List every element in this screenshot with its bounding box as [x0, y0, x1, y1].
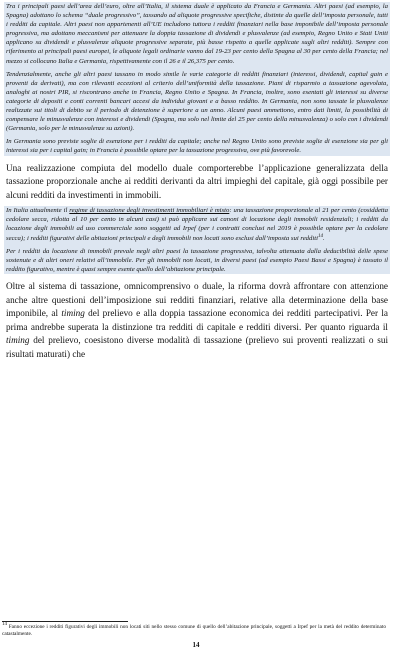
text-segment: .	[322, 234, 325, 242]
body-paragraph-dual-model: Una realizzazione compiuta del modello duale comporterebbe l’applicazione generalizzata della tassazione proporzionale anche ai redditi derivanti da altri impieghi del capitale, già oggi possibile per alcuni redditi da investimenti in immobili.	[6, 162, 388, 200]
footnote-reference[interactable]: 14	[317, 233, 323, 239]
footnote-divider	[2, 621, 128, 622]
footnote	[2, 624, 386, 638]
body-paragraph-reform	[6, 280, 388, 362]
document-page	[4, 2, 390, 652]
box-paragraph-financial-categories: Tendenzialmente, anche gli altri paesi tassano in modo simile le varie categorie di redditi finanziari (interessi, dividendi, capital gain e proventi da derivati), ma con rilevanti eccezioni al criterio dell’uniformità della tassazione. Piani di risparmio a tassazione agevolata, analoghi ai nostri PIR, si riscontrano anche in Francia, Regno Unito e Spagna. In Francia, inoltre, sono esentati gli interessi su diverse categorie di depositi e conti correnti bancari accesi da individui giovani e a basso reddito. In Germania, non sono tassate le plusvalenze realizzate sui titoli di debito se il periodo di detenzione è superiore a un anno. Alcuni paesi ammettono, entro dati limiti, la possibilità di compensare le minusvalenze con interessi e dividendi (Spagna, ma solo nel limite del 25 per cento della minusvalenza) o solo con i dividendi (Germania, solo per le minusvalenze su azioni).	[6, 70, 388, 133]
highlight-box-financial-income	[4, 2, 390, 156]
page-number: 14	[192, 641, 200, 649]
text-segment: : una tassazione proporzionale al 21 per cento (cosiddetta cedolare secca, ridotta al 10 per cento in alcuni casi) si può applicare sui canoni di locazione degli immobili residenziali; i redditi da locazione degli immobili ad uso commerciale sono soggetti ad Irpef (per i contratti conclusi nel 2019 è possibile optare per la cedolare secca); i redditi figurativi delle abitazioni principali e degli immobili non locati sono esclusi dall’imposta sui redditi	[6, 207, 388, 242]
italic-term: timing	[61, 308, 85, 319]
text-segment: del prelievo e alla doppia tassazione economica dei redditi partecipativi. Per la prima andrebbe superata la distinzione tra redditi di capitale e redditi diversi. Per quanto riguarda il	[6, 308, 388, 332]
footnote-text: Fanno eccezione i redditi figurativi degli immobili non locati siti nello stesso comune di quello dell’abitazione principale, soggetti a Irpef per la metà del reddito determinato catastalmente.	[2, 624, 386, 638]
box-paragraph-other-countries: Per i redditi da locazione di immobili prevale negli altri paesi la tassazione progressiva, talvolta attenuata dalla deducibilità delle spese sostenute e di altri oneri relativi all’immobile. Per gli immobili non locati, in diversi paesi (ad esempio Paesi Bassi e Spagna) è tassato il reddito figurativo, mentre è quasi sempre esente quello dell’abitazione principale.	[6, 247, 388, 273]
text-segment: In Italia attualmente il	[6, 207, 70, 215]
box-paragraph-exemption-thresholds: In Germania sono previste soglie di esenzione per i redditi da capitale; anche nel Regno Unito sono previste soglie di esenzione sia per gli interessi sia per i capital gain; in Francia è possibile optare per la tassazione progressiva, ove più favorevole.	[6, 138, 388, 155]
highlight-box-real-estate	[4, 206, 390, 274]
text-segment: Oltre al sistema di tassazione, omnicomprensivo o duale, la riforma dovrà affrontare con attenzione anche altre questioni dell’imposizione sui redditi finanziari, relative alla determinazione della base imponibile, al	[6, 280, 388, 319]
underlined-text: regime di tassazione degli investimenti immobiliari è misto	[69, 207, 230, 215]
footnote-number: 14	[2, 622, 7, 628]
box-paragraph-italy-real-estate	[6, 206, 388, 242]
text-segment: del prelievo, coesistono diverse modalità di tassazione (prelievo sui proventi realizzati o sui risultati maturati) che	[6, 335, 388, 359]
italic-term: timing	[6, 335, 30, 346]
box-paragraph-dual-system: Tra i principali paesi dell’area dell’euro, oltre all’Italia, il sistema duale è applicato da Francia e Germania. Altri paesi (ad esempio, la Spagna) adottano lo schema “duale progressivo”, tassando ad aliquote progressive specifiche, distinte da quelle dell’imposta personale, tutti i redditi da capitale. Altri paesi non appartenenti all’UE includono tuttora i redditi finanziari nella base imponibile dell’imposta personale progressiva, ma adottano meccanismi per attenuare la doppia tassazione di dividendi e plusvalenze (ad esempio, Regno Unito e Stati Uniti applicano su dividendi e plusvalenze aliquote progressive separate, più basse rispetto a quelle applicate sugli altri redditi). Sempre con riferimento ai principali paesi europei, le aliquote legali ordinarie vanno dal 19-23 per cento della Spagna al 30 per cento della Francia; nel mezzo si collocano Italia e Germania, rispettivamente con il 26 e il 26,375 per cento.	[6, 3, 388, 65]
